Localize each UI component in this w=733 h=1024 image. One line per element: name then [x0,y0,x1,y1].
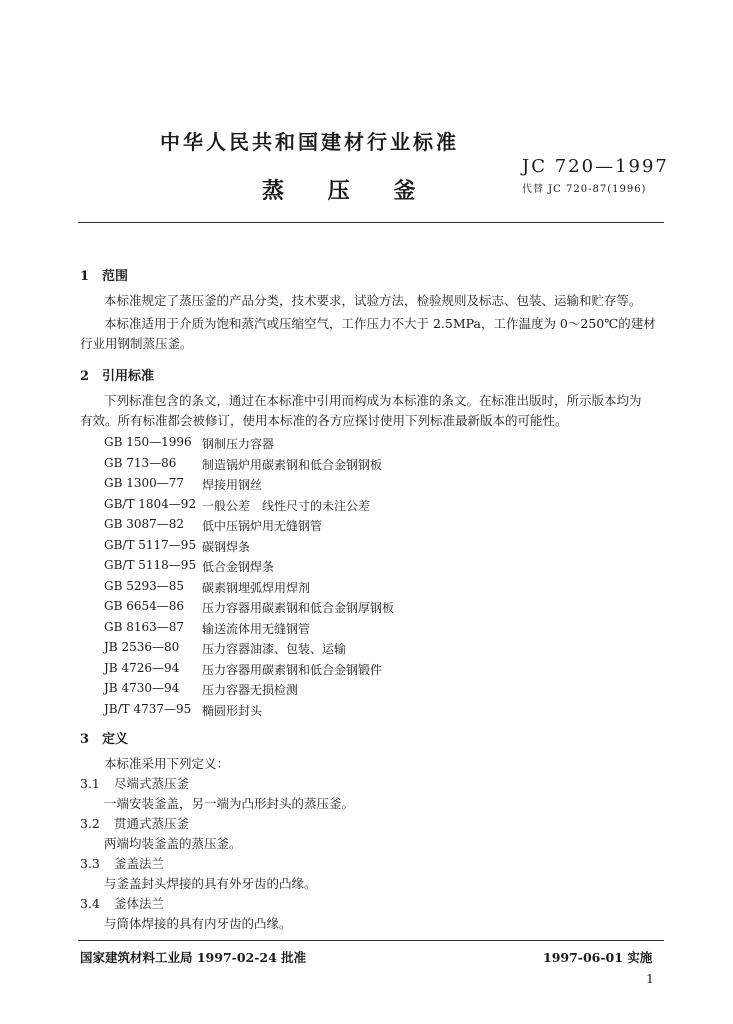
issuing-organization: 中华人民共和国建材行业标准 [160,130,459,154]
reference-title: 碳素钢埋弧焊用焊剂 [202,580,311,595]
definition-number: 3.3 [80,856,100,871]
reference-code: JB 2536—80 [104,640,180,654]
reference-title: 压力容器用碳素钢和低合金钢锻件 [202,662,383,677]
reference-code: GB 1300—77 [104,476,185,490]
definition-term: 釜体法兰 [114,896,165,911]
header-rule [78,222,664,223]
reference-code: GB 8163—87 [104,619,185,634]
reference-title: 低中压锅炉用无缝钢管 [202,519,323,533]
standard-number: JC 720—1997 [522,156,669,177]
reference-code: GB 5293—85 [104,578,185,593]
reference-code: GB 150—1996 [104,435,192,449]
definition-number: 3.4 [80,896,100,911]
footer-rule [78,940,664,941]
reference-code: GB 3087—82 [104,517,185,531]
reference-title: 压力容器油漆、包装、运输 [202,642,347,656]
document-title: 蒸 压 釜 [262,178,434,204]
section-1-heading: 1 范围 [80,269,129,284]
definition-description: 与筒体焊接的具有内牙齿的凸缘。 [104,916,292,931]
section-1-paragraph-2: 本标准适用于介质为饱和蒸汽或压缩空气，工作压力不大于 2.5MPa，工作温度为 0～250℃的建材 [104,316,656,331]
section-3-heading: 3 定义 [80,732,129,747]
reference-code: GB 6654—86 [104,599,185,613]
section-2-paragraph-cont: 有效。所有标准都会被修订，使用本标准的各方应探讨使用下列标准最新版本的可能性。 [80,413,568,428]
reference-code: GB/T 5118—95 [104,558,197,572]
approval-line: 国家建筑材料工业局 1997-02-24 批准 [80,950,307,965]
definition-description: 与釜盖封头焊接的具有外牙齿的凸缘。 [104,876,317,891]
implementation-date: 1997-06-01 实施 [543,950,653,965]
reference-title: 焊接用钢丝 [202,478,263,492]
definition-description: 两端均装釜盖的蒸压釜。 [104,836,242,851]
definition-number: 3.1 [80,776,100,791]
reference-code: JB 4730—94 [104,681,180,695]
reference-title: 输送流体用无缝钢管 [202,621,311,636]
reference-code: GB/T 1804—92 [104,496,197,511]
section-2-paragraph: 下列标准包含的条文，通过在本标准中引用而构成为本标准的条文。在标准出版时，所示版本均为 [104,393,642,408]
replaces-standard: 代替 JC 720-87(1996) [522,184,647,195]
reference-title: 压力容器无损检测 [202,683,299,697]
reference-title: 制造锅炉用碳素钢和低合金钢钢板 [202,457,383,472]
reference-title: 低合金钢焊条 [202,560,275,574]
reference-title: 椭圆形封头 [202,703,263,718]
page-number: 1 [646,971,654,986]
reference-code: GB/T 5117—95 [104,537,197,552]
section-1-paragraph-1: 本标准规定了蒸压釜的产品分类，技术要求，试验方法，检验规则及标志、包装、运输和贮存等。 [104,293,642,308]
definition-term: 贯通式蒸压釜 [114,816,190,831]
definition-term: 釜盖法兰 [114,856,165,871]
reference-title: 一般公差 线性尺寸的未注公差 [202,498,371,513]
reference-code: JB/T 4737—95 [104,701,192,716]
reference-code: JB 4726—94 [104,660,180,675]
reference-title: 压力容器用碳素钢和低合金钢厚钢板 [202,601,395,615]
section-2-heading: 2 引用标准 [80,369,155,384]
reference-title: 钢制压力容器 [202,437,275,451]
section-1-paragraph-2-cont: 行业用钢制蒸压釜。 [80,336,193,351]
definition-number: 3.2 [80,816,100,831]
definition-term: 尽端式蒸压釜 [114,776,190,791]
reference-code: GB 713—86 [104,455,177,470]
section-3-intro: 本标准采用下列定义： [104,756,230,771]
reference-title: 碳钢焊条 [202,539,251,554]
definition-description: 一端安装釜盖，另一端为凸形封头的蒸压釜。 [104,796,355,811]
